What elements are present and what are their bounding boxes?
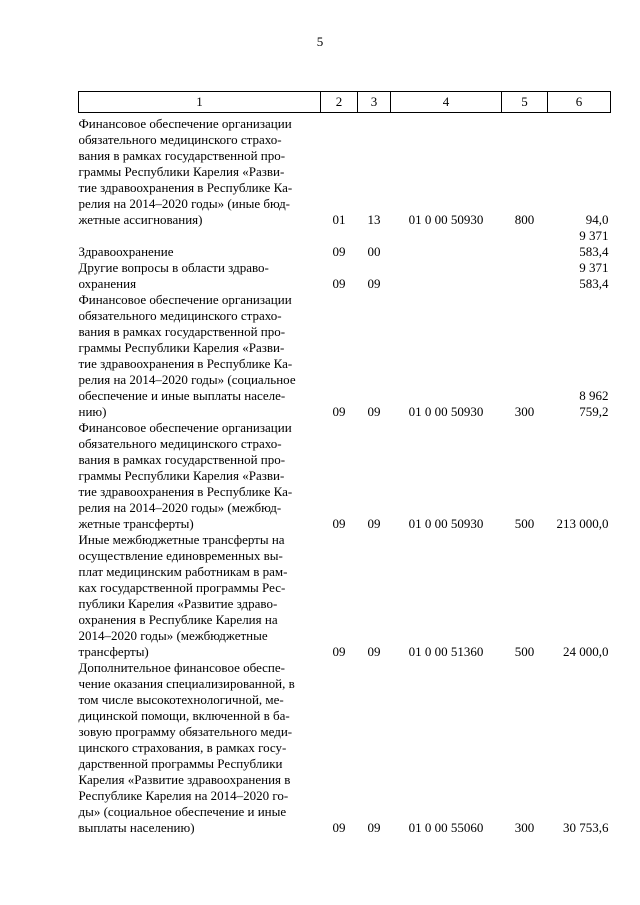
table-row: [79, 420, 611, 532]
row-subsection: 09: [367, 820, 381, 835]
row-target-code: [391, 260, 502, 292]
row-description: Другие вопросы в области здраво- охранения: [78, 260, 269, 291]
row-description: Дополнительное финансовое обеспе- чение оказания специализированной, в том числе высокотехнологичной, ме- дицинской помощи, включенной в ба- зовую программу обязательного меди- цинского страхования, в рамках госу- дарственной программы Республики Карелия «Развитие здравоохранения в Республике Карелия на 2014–2020 го- ды» (социальное обеспечение и иные выплаты населению): [78, 660, 295, 835]
row-section: 09: [332, 404, 346, 419]
col-header-section: 2: [321, 92, 358, 113]
table-body: [79, 113, 611, 837]
table-row: [79, 660, 611, 836]
row-section: 09: [332, 276, 346, 291]
row-section: 09: [332, 644, 346, 659]
row-target-code: 01 0 00 51360: [408, 644, 484, 659]
row-amount: 9 371 583,4: [579, 228, 609, 259]
row-subsection: 09: [367, 276, 381, 291]
row-section: 01: [332, 212, 346, 227]
row-amount: 9 371 583,4: [579, 260, 609, 291]
page-number: 5: [316, 34, 324, 49]
row-subsection: 00: [367, 244, 381, 259]
row-expense-type: [502, 260, 548, 292]
col-header-subsection: 3: [358, 92, 391, 113]
row-subsection: 09: [367, 516, 381, 531]
row-description: Иные межбюджетные трансферты на осуществление единовременных вы- плат медицинским работникам в рам- ках государственной программы Рес- публики Карелия «Развитие здраво- охранения в Республике Карелия на 2014–2020 годы» (межбюджетные трансферты): [78, 532, 288, 659]
row-description: Финансовое обеспечение организации обязательного медицинского страхо- вания в рамках государственной про- граммы Республики Карелия «Разви- тие здравоохранения в Республике Ка- релия на 2014–2020 годы» (социальное обеспечение и иные выплаты населе- нию): [78, 292, 296, 419]
table-row: [79, 292, 611, 420]
row-section: 09: [332, 820, 346, 835]
row-expense-type: 300: [514, 820, 535, 835]
table-row: [79, 113, 611, 229]
col-header-target: 4: [391, 92, 502, 113]
table-row: [79, 532, 611, 660]
row-section: 09: [332, 244, 346, 259]
row-subsection: 09: [367, 644, 381, 659]
budget-table: [78, 91, 611, 836]
col-header-description: 1: [79, 92, 321, 113]
row-expense-type: [502, 228, 548, 260]
row-subsection: 09: [367, 404, 381, 419]
row-amount: 213 000,0: [556, 516, 609, 531]
row-description: Здравоохранение: [78, 244, 174, 259]
row-expense-type: 500: [514, 516, 535, 531]
row-subsection: 13: [367, 212, 381, 227]
row-amount: 8 962 759,2: [579, 388, 609, 419]
row-description: Финансовое обеспечение организации обязательного медицинского страхо- вания в рамках государственной про- граммы Республики Карелия «Разви- тие здравоохранения в Республике Ка- релия на 2014–2020 годы» (иные бюд- жетные ассигнования): [78, 116, 293, 227]
table-row: [79, 260, 611, 292]
row-target-code: [391, 228, 502, 260]
row-target-code: 01 0 00 50930: [408, 404, 484, 419]
col-header-amount: 6: [548, 92, 611, 113]
row-target-code: 01 0 00 50930: [408, 212, 484, 227]
row-amount: 94,0: [585, 212, 609, 227]
row-amount: 30 753,6: [563, 820, 609, 835]
col-header-expense-type: 5: [502, 92, 548, 113]
row-expense-type: 500: [514, 644, 535, 659]
row-description: Финансовое обеспечение организации обязательного медицинского страхо- вания в рамках государственной про- граммы Республики Карелия «Разви- тие здравоохранения в Республике Ка- релия на 2014–2020 годы» (межбюд- жетные трансферты): [78, 420, 293, 531]
row-section: 09: [332, 516, 346, 531]
table-row: [79, 228, 611, 260]
row-expense-type: 800: [514, 212, 535, 227]
row-amount: 24 000,0: [563, 644, 609, 659]
row-expense-type: 300: [514, 404, 535, 419]
header-row: [79, 92, 611, 113]
table-header: [79, 92, 611, 113]
row-target-code: 01 0 00 55060: [408, 820, 484, 835]
row-target-code: 01 0 00 50930: [408, 516, 484, 531]
